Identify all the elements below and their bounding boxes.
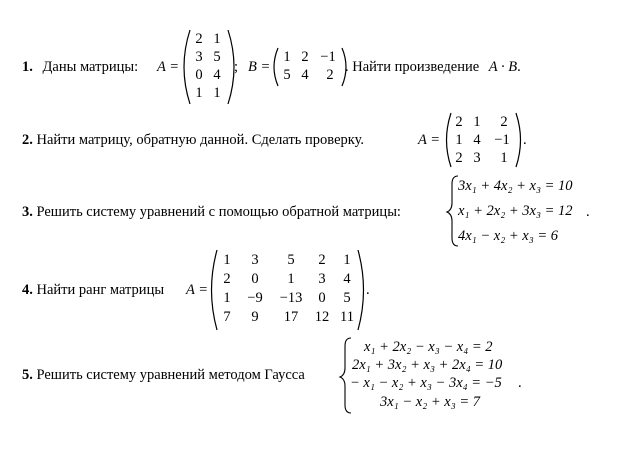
problem-1-number: 1. <box>22 59 33 75</box>
problem-1-text: Даны матрицы: <box>42 59 139 75</box>
matrix-cell: 2 <box>455 114 463 130</box>
problem-1-end: . <box>517 59 521 75</box>
matrix-cell: 3 <box>195 49 203 65</box>
system-equation: 2x₁ + 3x₂ + x₃ + 2x₄ = 10 <box>352 357 503 373</box>
problem-1-product: A · B <box>488 59 518 75</box>
matrix-cell: 12 <box>314 309 330 325</box>
matrix-cell: 5 <box>287 252 295 268</box>
matrix-cell: 0 <box>318 290 326 306</box>
matrix-cell: 4 <box>473 132 481 148</box>
problem-1-after <box>345 59 521 76</box>
matrix-cell: 2 <box>455 150 463 166</box>
system-equation: 4x₁ − x₂ + x₃ = 6 <box>458 228 559 244</box>
problem-3-end: . <box>586 204 590 220</box>
matrix-cell: 3 <box>318 271 326 287</box>
matrix-cell: 17 <box>283 309 299 325</box>
matrix-4-right-paren <box>358 250 364 330</box>
matrix-cell: 5 <box>343 290 351 306</box>
matrix-cell: 2 <box>326 67 334 83</box>
matrix-cell: 4 <box>343 271 351 287</box>
matrix-2-right-paren <box>516 113 521 167</box>
matrix-cell: −9 <box>247 290 263 306</box>
matrix-cell: 1 <box>455 132 463 148</box>
system-equation: 3x₁ − x₂ + x₃ = 7 <box>380 394 481 410</box>
matrix-cell: 1 <box>343 252 351 268</box>
matrix-cell: 7 <box>223 309 231 325</box>
problem-5-end: . <box>518 375 522 391</box>
matrix-cell: 4 <box>213 67 221 83</box>
matrix-2-left-paren <box>447 113 452 167</box>
matrix-cell: 1 <box>287 271 295 287</box>
system-equation: x₁ + 2x₂ + 3x₃ = 12 <box>458 203 573 219</box>
problem-5-text: Решить систему уравнений методом Гаусса <box>36 367 305 383</box>
problem-3 <box>22 204 401 221</box>
matrix-cell: 9 <box>251 309 259 325</box>
matrix-cell: 0 <box>195 67 203 83</box>
problem-4-mat-label: A = <box>186 282 209 298</box>
problem-1-mat-b-label: B = <box>248 59 271 75</box>
matrix-a-left-paren <box>184 30 190 104</box>
problem-2-text: Найти матрицу, обратную данной. Сделать проверку. <box>36 132 365 148</box>
matrix-cell: 1 <box>213 85 221 101</box>
problem-3-number: 3. <box>22 204 33 220</box>
matrix-cell: 1 <box>195 85 203 101</box>
matrix-cell: 5 <box>213 49 221 65</box>
problem-2 <box>22 132 364 149</box>
matrix-cell: 1 <box>473 114 481 130</box>
system-3-brace <box>447 176 458 246</box>
problem-2-mat-label: A = <box>418 132 441 148</box>
matrix-cell: −13 <box>279 290 303 306</box>
matrix-cell: 1 <box>213 31 221 47</box>
matrix-cell: 1 <box>500 150 508 166</box>
matrix-cell: 0 <box>251 271 259 287</box>
matrix-cell: 2 <box>318 252 326 268</box>
system-equation: − x₁ − x₂ + x₃ − 3x₄ = −5 <box>350 375 502 391</box>
matrix-cell: −1 <box>494 132 510 148</box>
matrix-cell: 2 <box>500 114 508 130</box>
matrix-cell: 2 <box>223 271 231 287</box>
problem-4-text: Найти ранг матрицы <box>36 282 165 298</box>
matrix-cell: 3 <box>473 150 481 166</box>
matrix-cell: 1 <box>223 252 231 268</box>
matrix-cell: 11 <box>340 309 354 325</box>
problem-1 <box>22 59 138 76</box>
problem-5-number: 5. <box>22 367 33 383</box>
matrix-b-left-paren <box>274 48 278 86</box>
problem-1-after-text: . Найти произведение <box>345 59 480 75</box>
problem-4-end: . <box>366 282 370 298</box>
matrix-cell: 5 <box>283 67 291 83</box>
system-equation: x₁ + 2x₂ − x₃ − x₄ = 2 <box>364 339 493 355</box>
problem-1-separator: ; <box>234 59 239 75</box>
matrix-4-left-paren <box>212 250 218 330</box>
problem-4-number: 4. <box>22 282 33 298</box>
matrix-cell: 1 <box>223 290 231 306</box>
system-equation: 3x₁ + 4x₂ + x₃ = 10 <box>458 178 573 194</box>
problem-3-text: Решить систему уравнений с помощью обратной матрицы: <box>36 204 401 220</box>
matrix-cell: 4 <box>301 67 309 83</box>
matrix-cell: −1 <box>320 49 336 65</box>
problem-1-mat-a-label: A = <box>157 59 180 75</box>
problem-2-number: 2. <box>22 132 33 148</box>
problem-4 <box>22 282 164 299</box>
matrix-cell: 3 <box>251 252 259 268</box>
matrix-cell: 1 <box>283 49 291 65</box>
problem-2-end: . <box>523 132 527 148</box>
matrix-cell: 2 <box>195 31 203 47</box>
problem-5 <box>22 367 305 384</box>
matrix-cell: 2 <box>301 49 309 65</box>
